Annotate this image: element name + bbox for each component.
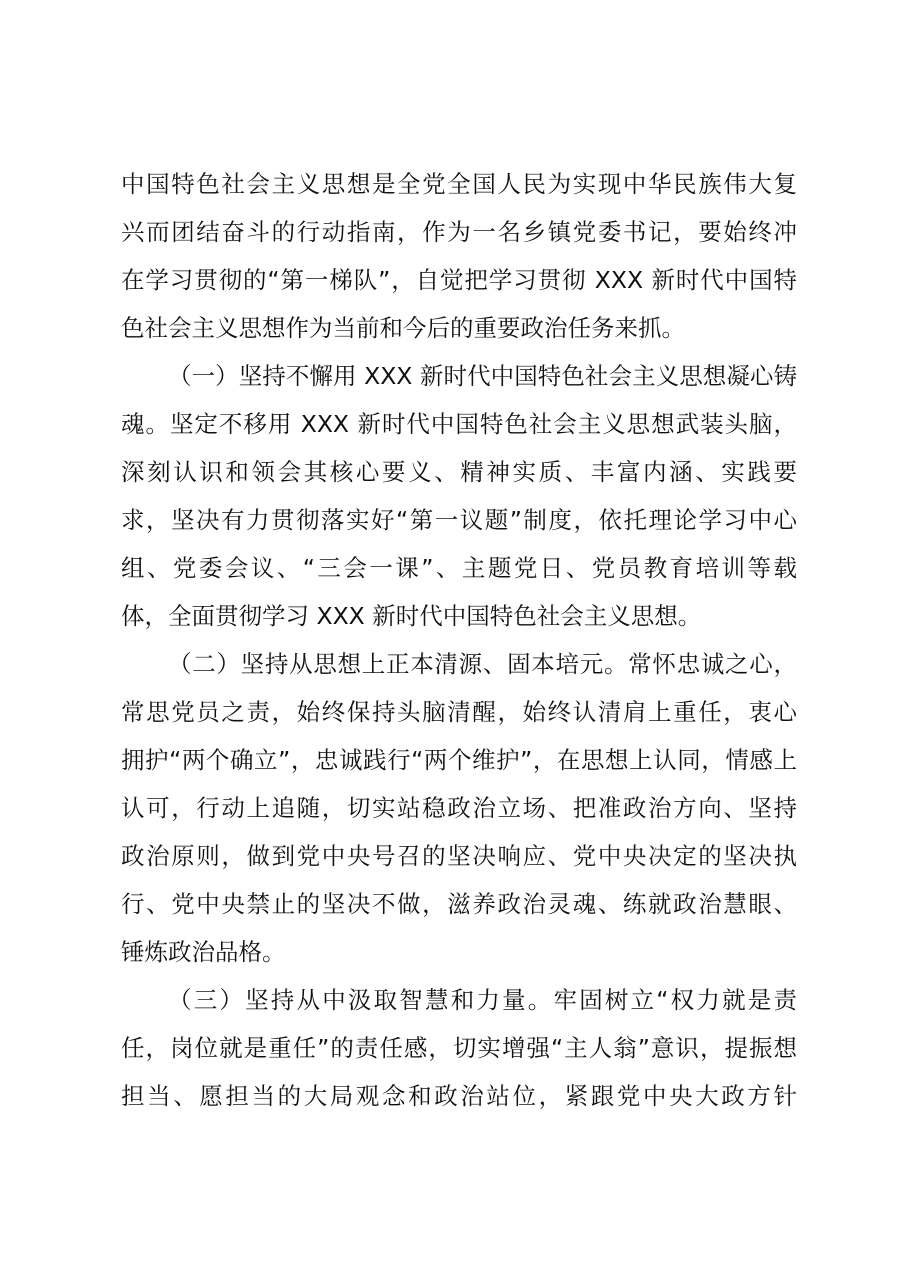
text-line: 任，岗位就是重任”的责任感，切实增强“主人翁”意识，提振想 [121, 1034, 797, 1062]
text-line: 拥护“两个确立”，忠诚践行“两个维护”，在思想上认同，情感上 [121, 746, 797, 774]
text-line: 常思党员之责，始终保持头脑清醒，始终认清肩上重任，衷心 [121, 698, 797, 726]
text-line: （三）坚持从中汲取智慧和力量。牢固树立“权力就是责 [168, 986, 797, 1014]
text-line: 魂。坚定不移用 XXX 新时代中国特色社会主义思想武装头脑， [121, 410, 797, 438]
text-line: 兴而团结奋斗的行动指南，作为一名乡镇党委书记，要始终冲 [121, 218, 797, 246]
text-line: 色社会主义思想作为当前和今后的重要政治任务来抓。 [121, 314, 685, 342]
text-line: （二）坚持从思想上正本清源、固本培元。常怀忠诚之心， [168, 650, 797, 678]
document-body [121, 160, 797, 1120]
text-line: 锤炼政治品格。 [121, 938, 286, 966]
text-line: 在学习贯彻的“第一梯队”，自觉把学习贯彻 XXX 新时代中国特 [121, 266, 797, 294]
text-line: 求，坚决有力贯彻落实好“第一议题”制度，依托理论学习中心 [121, 506, 797, 534]
text-line: （一）坚持不懈用 XXX 新时代中国特色社会主义思想凝心铸 [168, 362, 797, 390]
text-line: 认可，行动上追随，切实站稳政治立场、把准政治方向、坚持 [121, 794, 797, 822]
text-line: 组、党委会议、“三会一课”、主题党日、党员教育培训等载 [121, 554, 797, 582]
text-line: 深刻认识和领会其核心要义、精神实质、丰富内涵、实践要 [121, 458, 797, 486]
text-line: 中国特色社会主义思想是全党全国人民为实现中华民族伟大复 [121, 170, 797, 198]
text-line: 政治原则，做到党中央号召的坚决响应、党中央决定的坚决执 [121, 842, 797, 870]
text-line: 担当、愿担当的大局观念和政治站位，紧跟党中央大政方针 [121, 1082, 797, 1110]
text-line: 行、党中央禁止的坚决不做，滋养政治灵魂、练就政治慧眼、 [121, 890, 797, 918]
text-line: 体，全面贯彻学习 XXX 新时代中国特色社会主义思想。 [121, 602, 702, 630]
